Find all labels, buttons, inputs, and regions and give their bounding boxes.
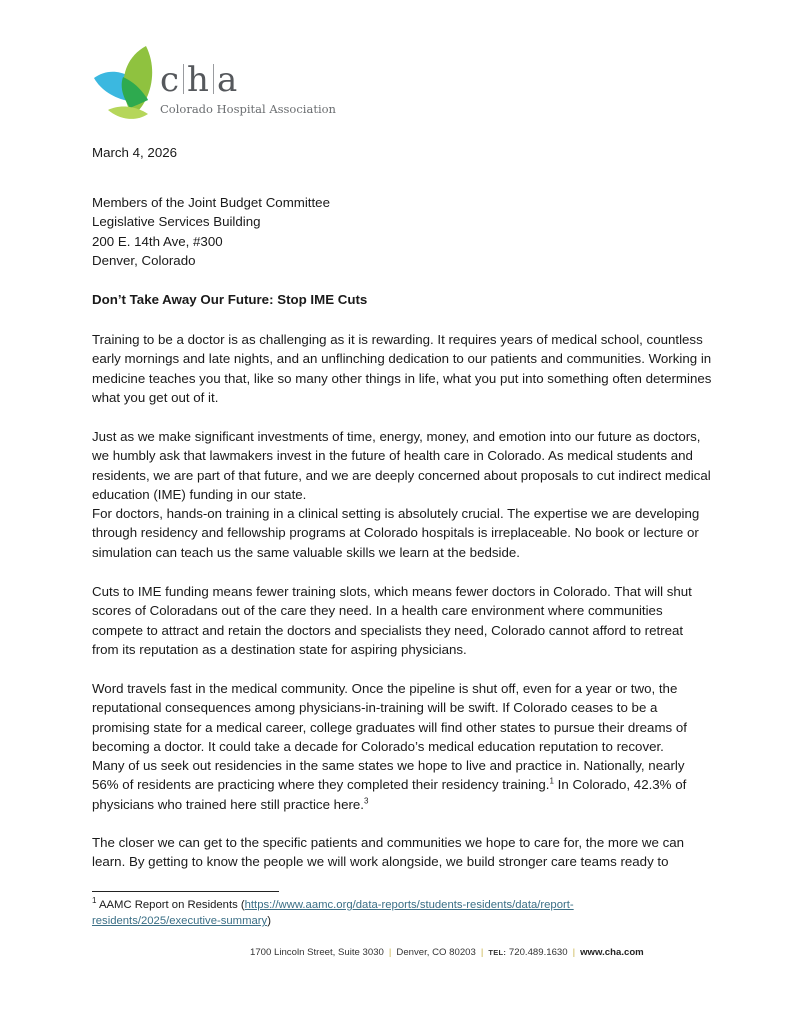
recipient-line: Members of the Joint Budget Committee	[92, 195, 330, 210]
org-name: Colorado Hospital Association	[160, 102, 336, 116]
leaf-logo-icon	[90, 44, 160, 124]
footer-city: Denver, CO 80203	[396, 947, 476, 958]
logo-wordmark	[160, 60, 238, 100]
footnote-number: 1	[92, 896, 97, 906]
logo-letter-c: c	[160, 60, 181, 100]
footer-tel-label: TEL:	[488, 948, 507, 957]
paragraph-text: In Colorado, 42.3% of physicians who trained here still practice here.	[92, 777, 687, 812]
footnote-ref[interactable]: 3	[363, 796, 369, 806]
footer-website[interactable]: www.cha.com	[580, 947, 644, 958]
paragraph: Word travels fast in the medical community. Once the pipeline is shut off, even for a year or two, the reputational consequences among physicians-in-training will be swift. If Colorado ceases to be a promising state for a medical career, college graduates will find other states to pursue their dreams of becoming a doctor. It could take a decade for Colorado’s medical education reputation to recover.	[92, 681, 687, 754]
paragraph: Training to be a doctor is as challenging as it is rewarding. It requires years of medical school, countless early mornings and late nights, and an unflinching dedication to our patients and communities. Working in medicine teaches you that, like so many other things in life, what you put into something often determines what you get out of it.	[92, 332, 712, 405]
logo-letter-h: h	[187, 60, 210, 100]
letterhead-footer	[250, 947, 644, 958]
paragraph: Just as we make significant investments of time, energy, money, and emotion into our future as doctors, we humbly ask that lawmakers invest in the future of health care in Colorado. As medical students and residents, we are part of that future, and we are deeply concerned about proposals to cut indirect medical education (IME) funding in our state.	[92, 429, 711, 502]
recipient-line: 200 E. 14th Ave, #300	[92, 233, 223, 249]
footnote-text: AAMC Report on Residents (	[96, 899, 245, 911]
footnote-link[interactable]: https://www.aamc.org/data-reports/students-residents/data/report-residents/2025/executive-summary	[92, 899, 574, 927]
cha-logo	[90, 44, 340, 124]
letter-date: March 4, 2026	[92, 145, 178, 160]
footer-phone: 720.489.1630	[508, 947, 568, 958]
logo-letter-a: a	[216, 60, 239, 100]
footer-address: 1700 Lincoln Street, Suite 3030	[250, 947, 384, 958]
footnote	[92, 897, 652, 929]
recipient-line: Denver, Colorado	[92, 252, 196, 268]
paragraph-text: Many of us seek out residencies in the same states we hope to live and practice in. Nationally, nearly 56% of residents are practicing where they completed their residency training.	[92, 758, 685, 793]
recipient-address	[92, 193, 712, 270]
paragraph: The closer we can get to the specific patients and communities we hope to care for, the more we can learn. By getting to know the people we will work alongside, we build stronger care teams ready to	[92, 835, 685, 870]
footnote-ref[interactable]: 1	[549, 776, 554, 786]
footnote-close: )	[267, 915, 271, 927]
paragraph	[92, 756, 712, 814]
paragraph: Cuts to IME funding means fewer training slots, which means fewer doctors in Colorado. That will shut scores of Coloradans out of the care they need. In a health care environment where communities compete to attract and retain the doctors and specialists they need, Colorado cannot afford to retreat from its reputation as a destination state for aspiring physicians.	[92, 584, 692, 657]
recipient-line: Legislative Services Building	[92, 214, 261, 230]
paragraph: For doctors, hands-on training in a clinical setting is absolutely crucial. The expertise we are developing through residency and fellowship programs at Colorado hospitals is irreplaceable. No book or lecture or simulation can teach us the same valuable skills we learn at the bedside.	[92, 506, 700, 560]
footer-separator: |	[572, 947, 576, 958]
letter-subject: Don’t Take Away Our Future: Stop IME Cuts	[92, 292, 368, 307]
footer-separator: |	[388, 947, 392, 958]
footnote-divider	[92, 891, 279, 892]
footer-separator: |	[480, 947, 484, 958]
